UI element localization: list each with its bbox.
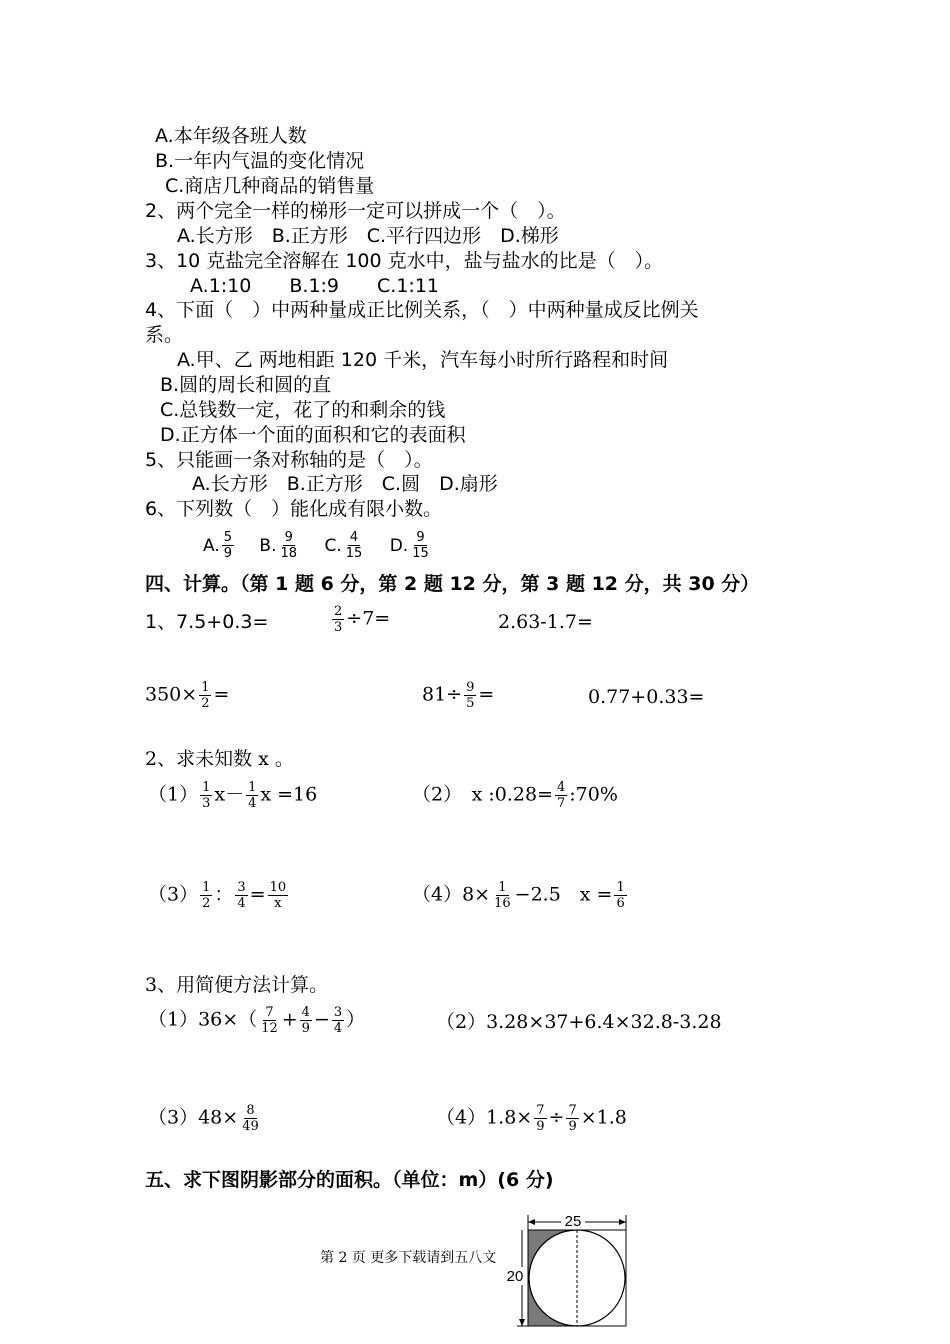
q3-stem: 3、10 克盐完全溶解在 100 克水中，盐与盐水的比是（ ）。	[145, 250, 664, 272]
top-arrow-left	[528, 1219, 535, 1225]
q4-stem-line1: 4、下面（ ）中两种量成正比例关系，（ ）中两种量成反比例关	[145, 299, 699, 321]
q6-option-d: D. $\frac{9}{15}$	[389, 530, 429, 561]
solve-q3: （3） $\frac{1}{2}$ ： $\frac{3}{4}$ = $\frac{10}{x}$	[148, 880, 287, 911]
q2-options: A.长方形 B.正方形 C.平行四边形 D.梯形	[177, 225, 559, 247]
solve-title: 2、求未知数 x 。	[145, 748, 294, 770]
q2-stem: 2、两个完全一样的梯形一定可以拼成一个（ ）。	[145, 200, 566, 222]
simplify-q1: （1）36×（ $\frac{7}{12}$ + $\frac{4}{9}$ − $\frac{3}{4}$ ）	[148, 1005, 366, 1036]
q1-option-c: C.商店几种商品的销售量	[165, 175, 375, 197]
calc-1c: 2.63-1.7=	[498, 611, 593, 633]
q5-stem: 5、只能画一条对称轴的是（ ）。	[145, 449, 433, 471]
calc-1e: 81÷ $\frac{9}{5}$ =	[422, 680, 495, 711]
shaded-area-figure	[495, 1205, 675, 1344]
q3-options: A.1:10 B.1:9 C.1:11	[190, 275, 439, 297]
solve-q4: （4）8× $\frac{1}{16}$ −2.5 x = $\frac{1}{6}$	[412, 880, 625, 911]
q6-options	[203, 530, 433, 561]
simplify-q4: （4）1.8× $\frac{7}{9}$ ÷ $\frac{7}{9}$ ×1.8	[436, 1103, 627, 1134]
q6-option-b: B. $\frac{9}{18}$	[259, 530, 298, 561]
calc-1b: $\frac{2}{3}$ ÷7=	[334, 604, 391, 635]
section5-title: 五、求下图阴影部分的面积。（单位：m）(6 分)	[145, 1169, 554, 1191]
q5-options: A.长方形 B.正方形 C.圆 D.扇形	[192, 473, 498, 495]
page-footer: 第 2 页 更多下载请到五八文	[320, 1250, 497, 1266]
q4-option-c: C.总钱数一定，花了的和剩余的钱	[160, 399, 446, 421]
q6-option-a: A. $\frac{5}{9}$	[203, 530, 233, 561]
simplify-q2: （2）3.28×37+6.4×32.8-3.28	[436, 1011, 722, 1033]
width-label: 25	[564, 1213, 582, 1230]
q4-option-d: D.正方体一个面的面积和它的表面积	[160, 424, 466, 446]
q6-option-c: C. $\frac{4}{15}$	[324, 530, 363, 561]
q4-option-b: B.圆的周长和圆的直	[160, 374, 332, 396]
solve-q2: （2） x :0.28= $\frac{4}{7}$ :70%	[412, 780, 618, 811]
q6-stem: 6、下列数（ ）能化成有限小数。	[145, 498, 443, 520]
simplify-q3: （3）48× $\frac{8}{49}$	[148, 1103, 259, 1134]
solve-q1: （1） $\frac{1}{3}$ x－ $\frac{1}{4}$ x =16	[148, 780, 318, 811]
top-arrow-right	[619, 1219, 626, 1225]
q4-stem-line2: 系。	[145, 324, 184, 346]
height-label: 20	[506, 1268, 524, 1285]
calc-1a: 1、7.5+0.3=	[145, 611, 269, 633]
left-arrow-bottom	[519, 1319, 525, 1326]
calc-1d: 350× $\frac{1}{2}$ =	[145, 680, 230, 711]
figure-svg	[495, 1205, 675, 1344]
q1-option-b: B.一年内气温的变化情况	[155, 150, 365, 172]
shaded-region	[528, 1230, 577, 1326]
q1-option-a: A.本年级各班人数	[155, 125, 307, 147]
section4-title: 四、计算。（第 1 题 6 分，第 2 题 12 分，第 3 题 12 分，共 30 分）	[145, 573, 760, 595]
calc-1f: 0.77+0.33=	[588, 686, 705, 708]
simplify-title: 3、用简便方法计算。	[145, 974, 329, 996]
q4-option-a: A.甲、乙 两地相距 120 千米，汽车每小时所行路程和时间	[177, 349, 669, 371]
